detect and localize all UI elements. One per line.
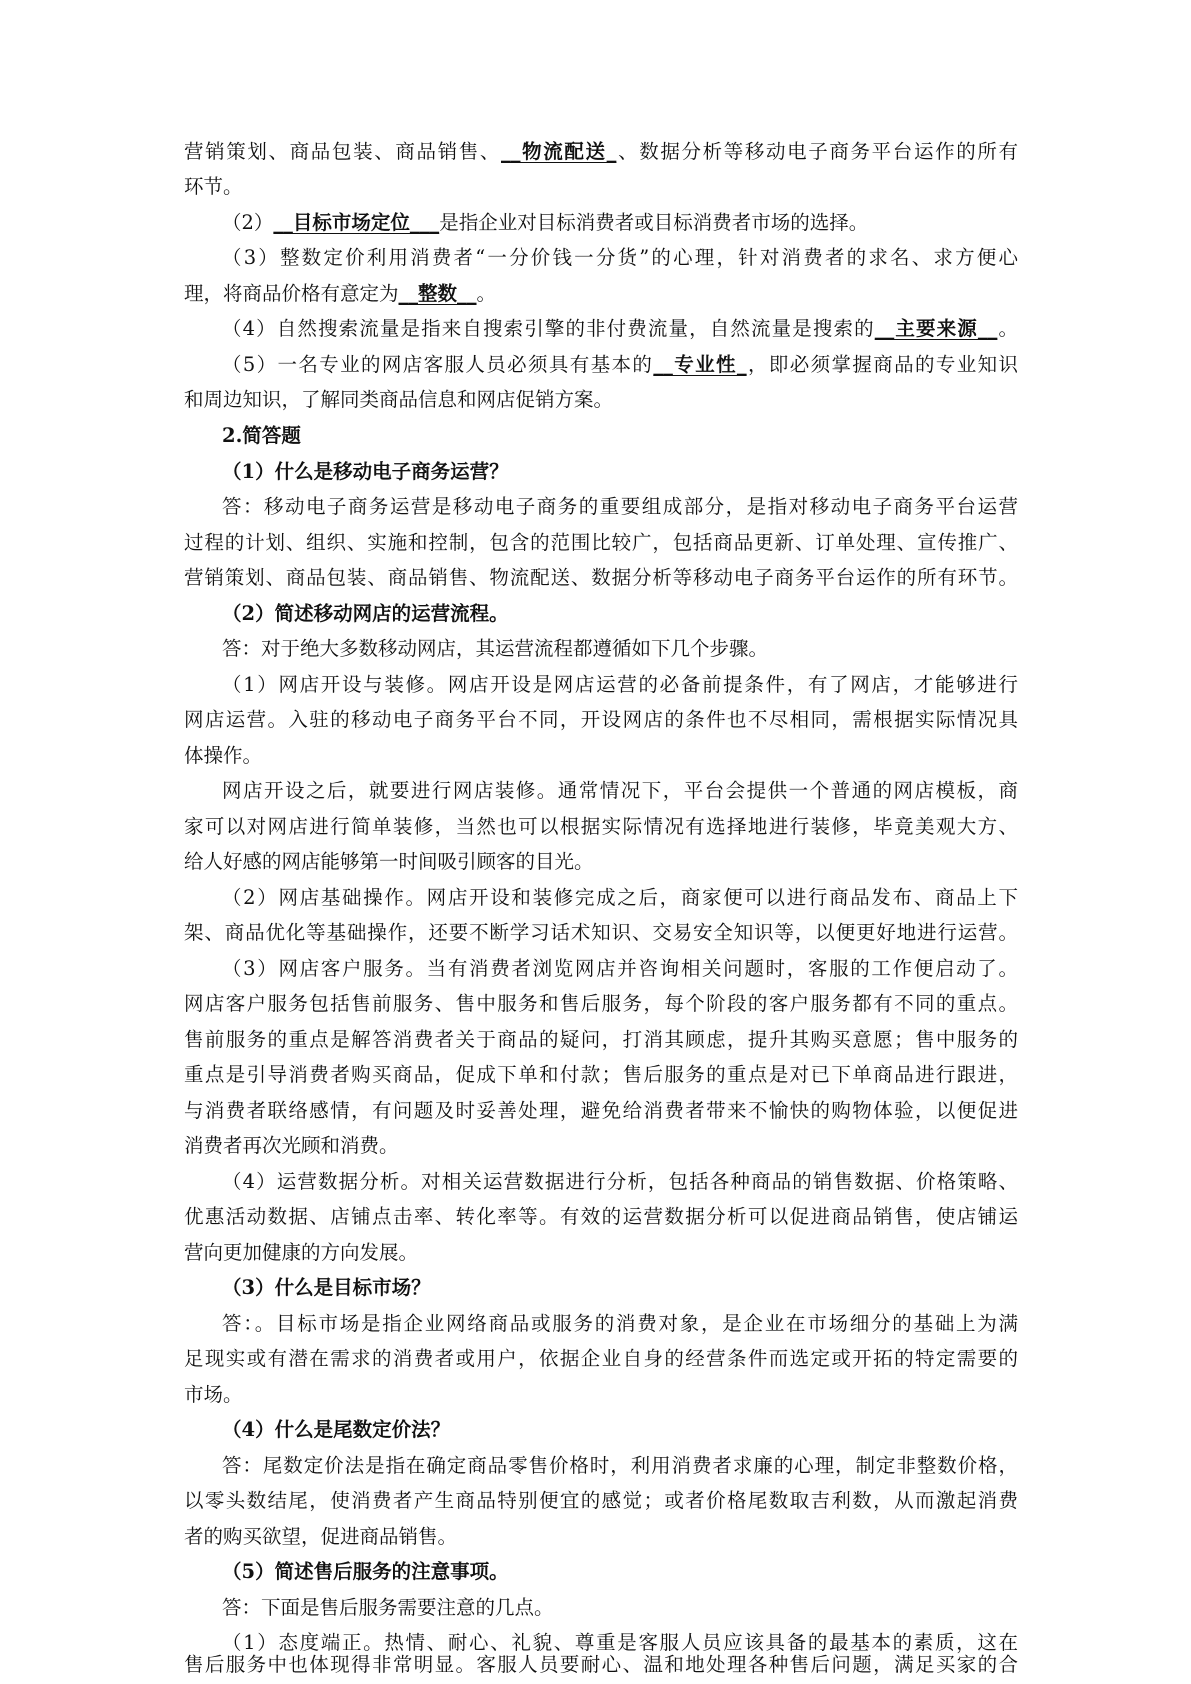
text-line: 环节。: [184, 175, 243, 198]
text-line: 架、商品优化等基础操作，还要不断学习话术知识、交易安全知识等，以便更好地进行运营。: [184, 921, 1018, 944]
text-line: 网店客户服务包括售前服务、售中服务和售后服务，每个阶段的客户服务都有不同的重点。: [184, 992, 1018, 1015]
text-line: （3）网店客户服务。当有消费者浏览网店并咨询相关问题时，客服的工作便启动了。: [222, 957, 1018, 980]
text-line: 营销策划、商品包装、商品销售、__物流配送_、数据分析等移动电子商务平台运作的所有: [184, 140, 1018, 163]
question-heading: （4）什么是尾数定价法？: [222, 1418, 451, 1441]
text-line: 答：。目标市场是指企业网络商品或服务的消费对象，是企业在市场细分的基础上为满: [222, 1312, 1018, 1335]
text-line: 营向更加健康的方向发展。: [184, 1241, 419, 1264]
question-heading: （1）什么是移动电子商务运营？: [222, 460, 509, 483]
text-line: 过程的计划、组织、实施和控制，包含的范围比较广，包括商品更新、订单处理、宣传推广、: [184, 531, 1018, 554]
text-line: 营销策划、商品包装、商品销售、物流配送、数据分析等移动电子商务平台运作的所有环节。: [184, 566, 1018, 589]
text-line: （5）一名专业的网店客服人员必须具有基本的__专业性_，即必须掌握商品的专业知识: [222, 353, 1018, 376]
question-heading: （2）简述移动网店的运营流程。: [222, 602, 509, 625]
text-line: 答：对于绝大多数移动网店，其运营流程都遵循如下几个步骤。: [222, 637, 769, 660]
text-line: 给人好感的网店能够第一时间吸引顾客的目光。: [184, 850, 594, 873]
text-line: （4）自然搜索流量是指来自搜索引擎的非付费流量，自然流量是搜索的__主要来源__。: [222, 317, 1018, 340]
answer-blank: __整数__: [398, 282, 477, 305]
text-line: （1）网店开设与装修。网店开设是网店运营的必备前提条件，有了网店，才能够进行: [222, 673, 1018, 696]
text-line: 答：尾数定价法是指在确定商品零售价格时，利用消费者求廉的心理，制定非整数价格，: [222, 1454, 1018, 1477]
text-line: 和周边知识，了解同类商品信息和网店促销方案。: [184, 388, 614, 411]
text-line: 答：下面是售后服务需要注意的几点。: [222, 1596, 554, 1619]
answer-blank: __目标市场定位___: [273, 211, 440, 234]
text-line: 答：移动电子商务运营是移动电子商务的重要组成部分，是指对移动电子商务平台运营: [222, 495, 1018, 518]
text-line: 者的购买欲望，促进商品销售。: [184, 1525, 458, 1548]
text-line: 消费者再次光顾和消费。: [184, 1134, 399, 1157]
text-line: 重点是引导消费者购买商品，促成下单和付款；售后服务的重点是对已下单商品进行跟进，: [184, 1063, 1018, 1086]
text-line: 体操作。: [184, 744, 263, 767]
answer-blank: __主要来源__: [874, 317, 998, 340]
text-line: （1）态度端正。热情、耐心、礼貌、尊重是客服人员应该具备的最基本的素质，这在: [222, 1631, 1018, 1654]
answer-blank: __专业性_: [653, 353, 747, 376]
text-line: 售后服务中也体现得非常明显。客服人员要耐心、温和地处理各种售后问题，满足买家的合: [184, 1653, 1018, 1676]
question-heading: （3）什么是目标市场？: [222, 1276, 431, 1299]
text-line: 市场。: [184, 1383, 243, 1406]
question-heading: （5）简述售后服务的注意事项。: [222, 1560, 509, 1583]
text-line: （3）整数定价利用消费者“一分价钱一分货”的心理，针对消费者的求名、求方便心: [222, 246, 1018, 269]
text-line: 网店运营。入驻的移动电子商务平台不同，开设网店的条件也不尽相同，需根据实际情况具: [184, 708, 1018, 731]
text-line: （4）运营数据分析。对相关运营数据进行分析，包括各种商品的销售数据、价格策略、: [222, 1170, 1018, 1193]
text-line: 与消费者联络感情，有问题及时妥善处理，避免给消费者带来不愉快的购物体验，以便促进: [184, 1099, 1018, 1122]
text-line: 优惠活动数据、店铺点击率、转化率等。有效的运营数据分析可以促进商品销售，使店铺运: [184, 1205, 1018, 1228]
text-line: 以零头数结尾，使消费者产生商品特别便宜的感觉；或者价格尾数取吉利数，从而激起消费: [184, 1489, 1018, 1512]
text-line: （2）网店基础操作。网店开设和装修完成之后，商家便可以进行商品发布、商品上下: [222, 886, 1018, 909]
text-line: 售前服务的重点是解答消费者关于商品的疑问，打消其顾虑，提升其购买意愿；售中服务的: [184, 1028, 1018, 1051]
text-line: （2）__目标市场定位___是指企业对目标消费者或目标消费者市场的选择。: [222, 211, 869, 234]
text-line: 网店开设之后，就要进行网店装修。通常情况下，平台会提供一个普通的网店模板，商: [222, 779, 1018, 802]
text-line: 理，将商品价格有意定为__整数__。: [184, 282, 497, 305]
section-heading: 2.简答题: [222, 424, 301, 447]
text-line: 家可以对网店进行简单装修，当然也可以根据实际情况有选择地进行装修，毕竟美观大方、: [184, 815, 1018, 838]
answer-blank: __物流配送_: [501, 140, 617, 163]
text-line: 足现实或有潜在需求的消费者或用户，依据企业自身的经营条件而选定或开拓的特定需要的: [184, 1347, 1018, 1370]
